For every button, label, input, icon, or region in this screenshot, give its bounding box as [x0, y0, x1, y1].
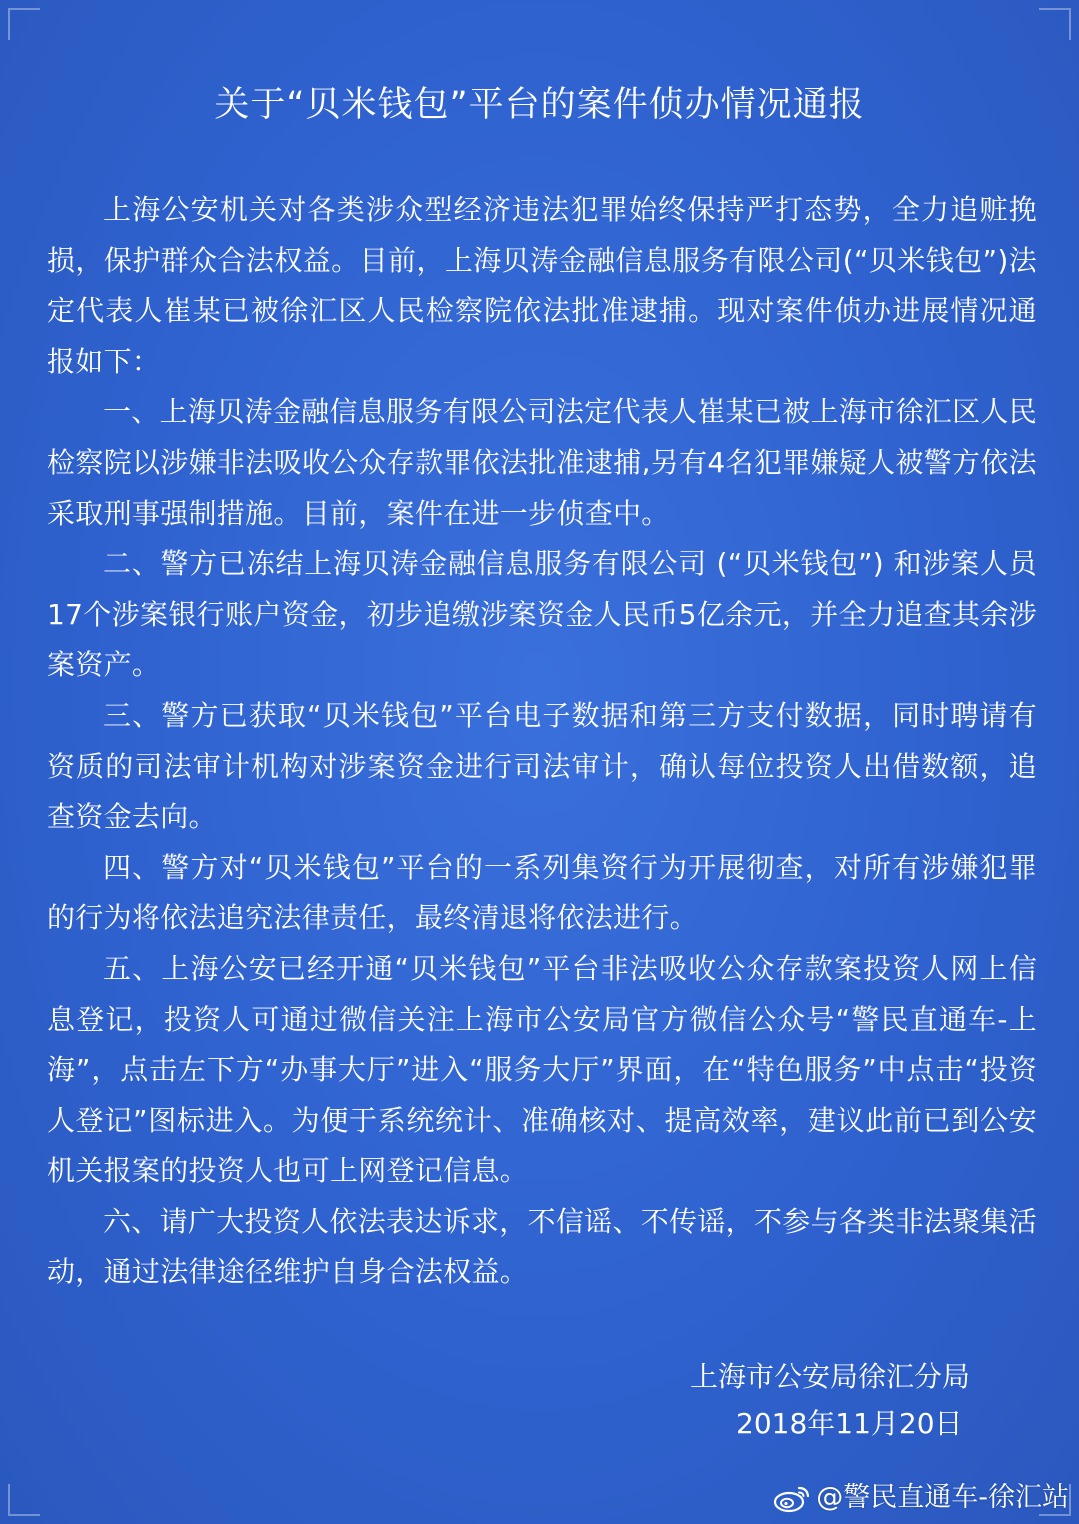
weibo-watermark: [772, 1478, 1069, 1518]
intro-paragraph: 上海公安机关对各类涉众型经济违法犯罪始终保持严打态势，全力追赃挽损，保护群众合法权益。目前，上海贝涛金融信息服务有限公司(“贝米钱包”)法定代表人崔某已被徐汇区人民检察院依法批准逮捕。现对案件侦办进展情况通报如下：: [47, 193, 1037, 378]
item-paragraph-6: 六、请广大投资人依法表达诉求，不信谣、不传谣，不参与各类非法聚集活动，通过法律途径维护自身合法权益。: [47, 1204, 1037, 1289]
notice-title: 关于“贝米钱包”平台的案件侦办情况通报: [214, 85, 865, 125]
signature-organization: 上海市公安局徐汇分局: [690, 1360, 971, 1393]
frame-corner-bottom-left: [8, 1484, 40, 1516]
signature-date: 2018年11月20日: [736, 1407, 963, 1440]
frame-corner-top-left: [8, 8, 40, 40]
item-paragraph-3: 三、警方已获取“贝米钱包”平台电子数据和第三方支付数据，同时聘请有资质的司法审计机构对涉案资金进行司法审计，确认每位投资人出借数额，追查资金去向。: [47, 698, 1037, 834]
item-paragraph-2: 二、警方已冻结上海贝涛金融信息服务有限公司 (“贝米钱包”) 和涉案人员17个涉案银行账户资金，初步追缴涉案资金人民币5亿余元，并全力追查其余涉案资产。: [47, 547, 1037, 682]
item-paragraph-4: 四、警方对“贝米钱包”平台的一系列集资行为开展彻查，对所有涉嫌犯罪的行为将依法追究法律责任，最终清退将依法进行。: [47, 850, 1037, 935]
item-paragraph-5: 五、上海公安已经开通“贝米钱包”平台非法吸收公众存款案投资人网上信息登记，投资人可通过微信关注上海市公安局官方微信公众号“警民直通车-上海”，点击左下方“办事大厅”进入“服务大厅”界面，在“特色服务”中点击“投资人登记”图标进入。为便于系统统计、准确核对、提高效率，建议此前已到公安机关报案的投资人也可上网登记信息。: [47, 951, 1037, 1188]
notice-body: [47, 185, 1037, 1298]
watermark-text: @警民直通车-徐汇站: [816, 1482, 1069, 1513]
weibo-icon: [772, 1482, 812, 1514]
frame-corner-top-right: [1039, 8, 1071, 40]
item-paragraph-1: 一、上海贝涛金融信息服务有限公司法定代表人崔某已被上海市徐汇区人民检察院以涉嫌非法吸收公众存款罪依法批准逮捕,另有4名犯罪嫌疑人被警方依法采取刑事强制措施。目前，案件在进一步侦查中。: [47, 395, 1037, 530]
